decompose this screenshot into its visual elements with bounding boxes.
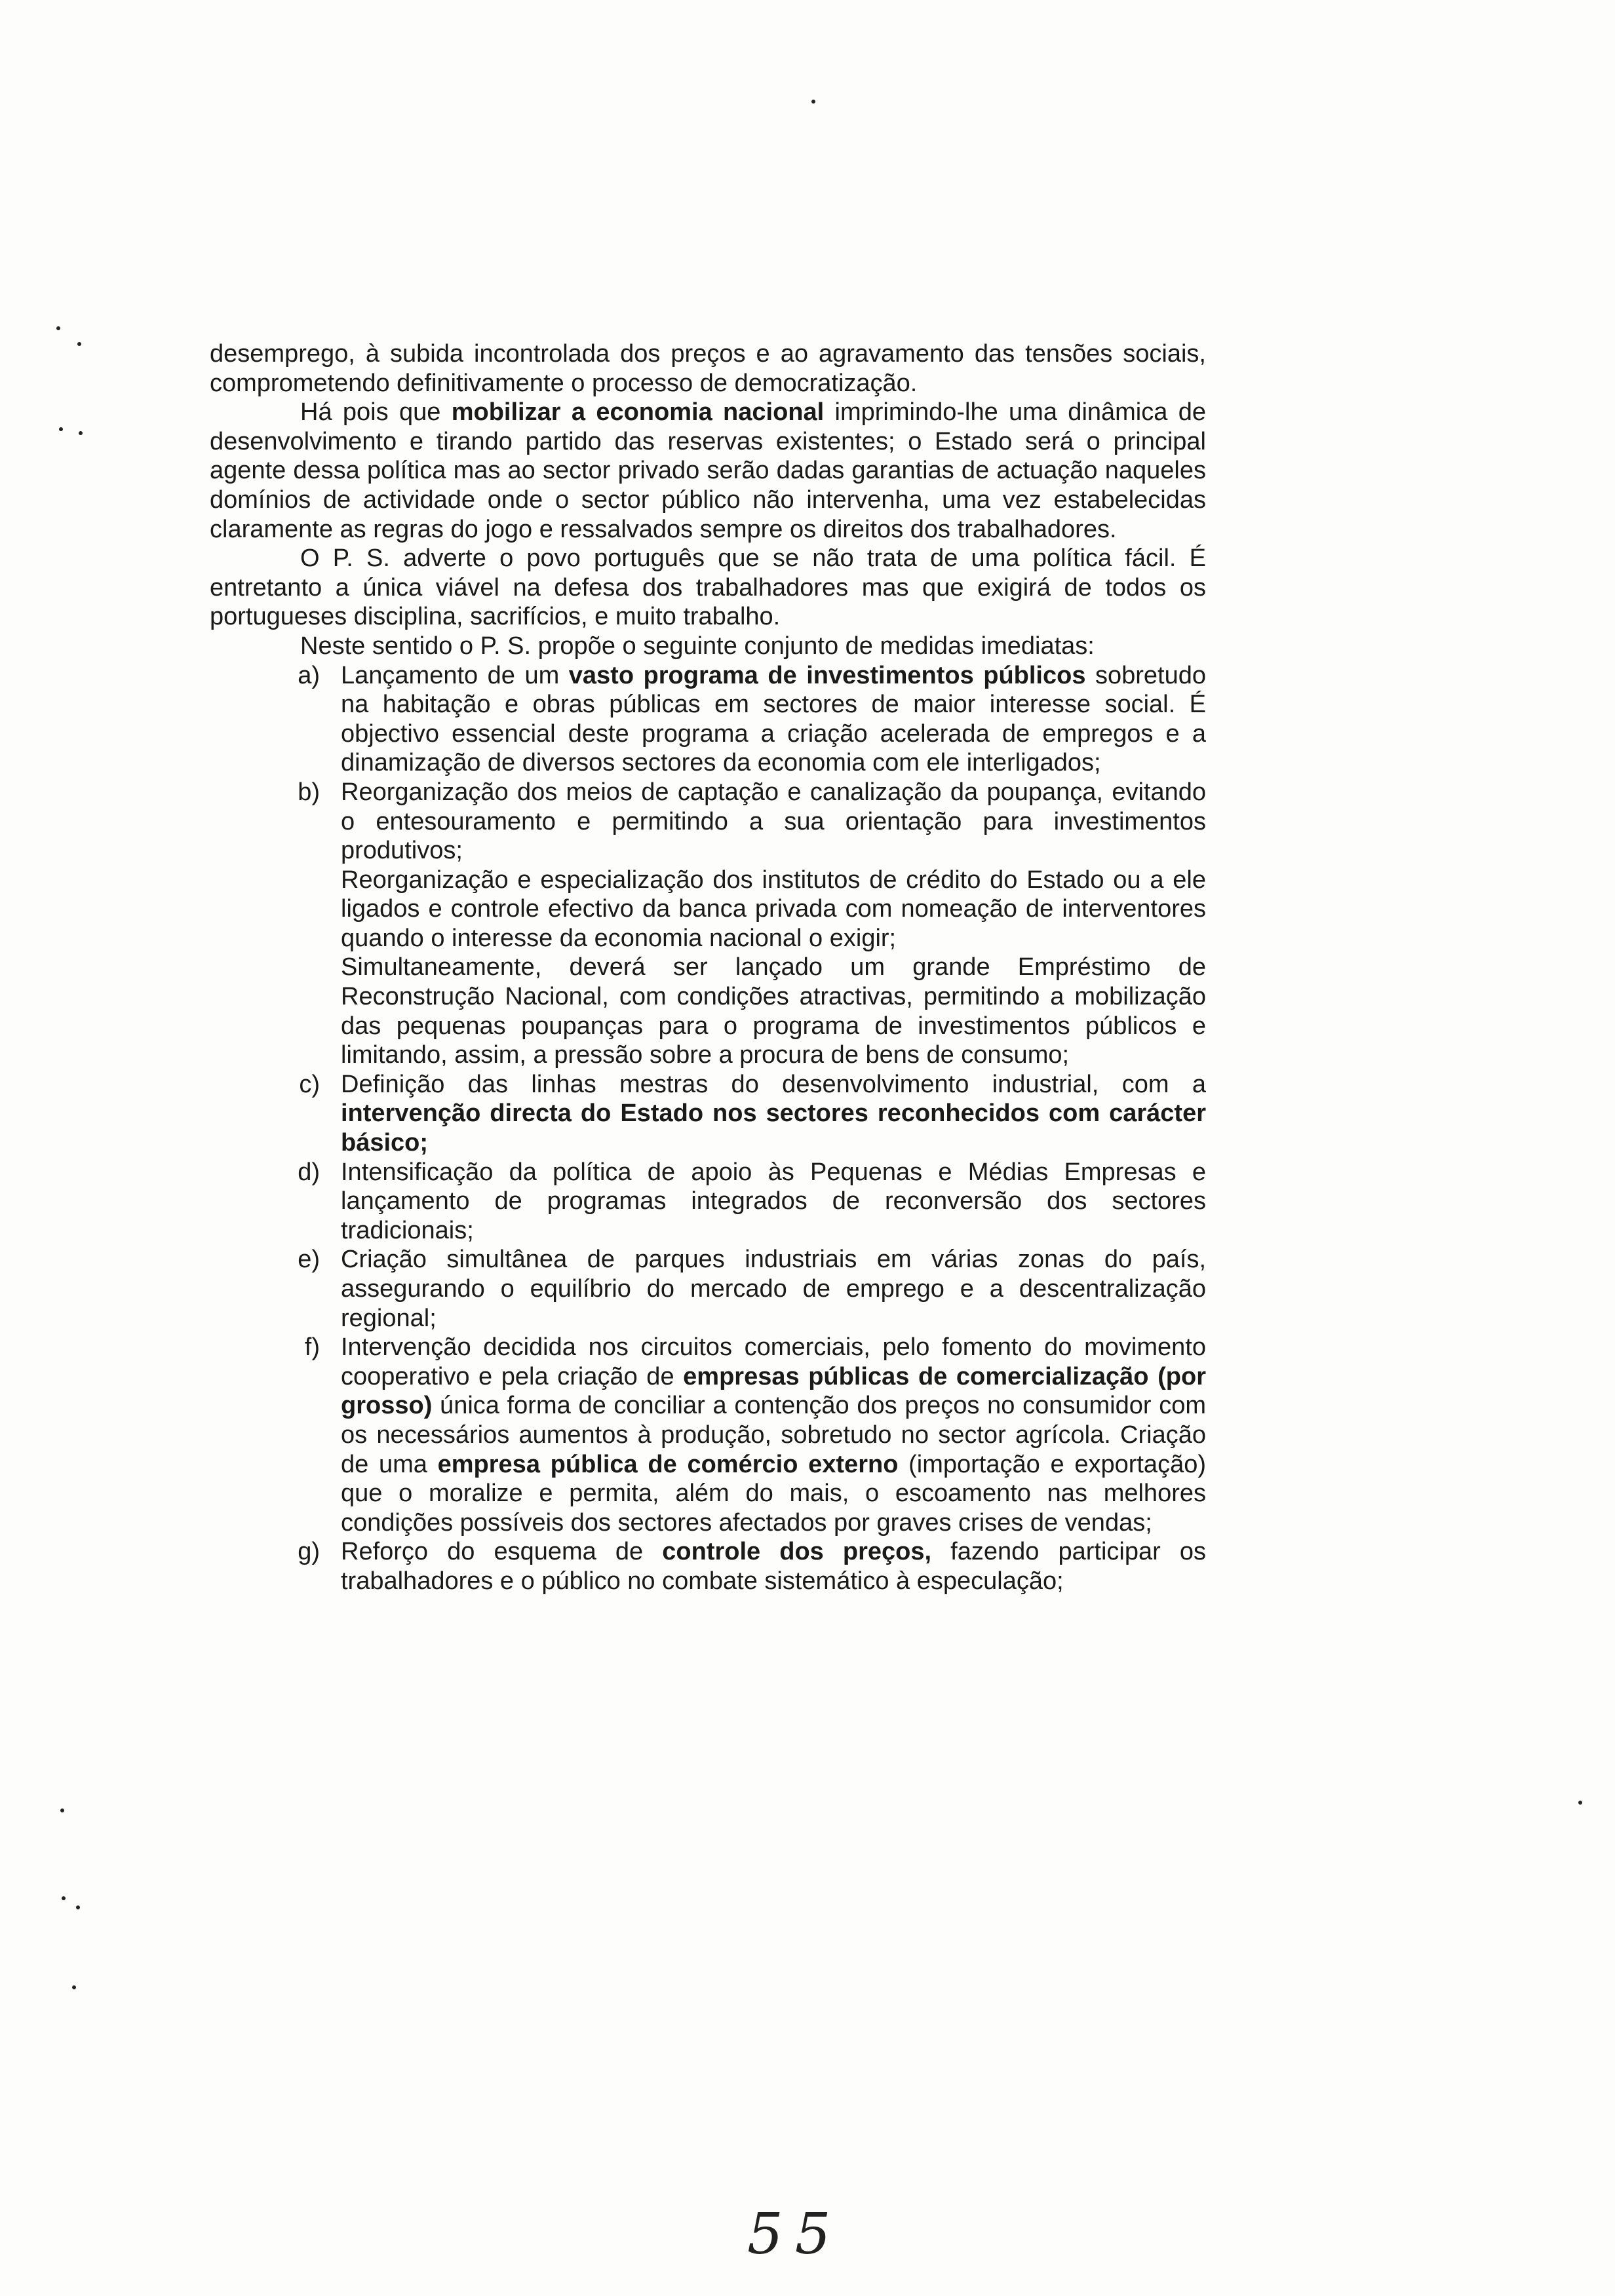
paragraph-text: Há pois que xyxy=(300,398,452,427)
item-letter: e) xyxy=(298,1246,320,1274)
paragraph-intro: desemprego, à subida incontrolada dos preços e ao agravamento das tensões sociais, comprometendo definitivamente o processo de democratização. xyxy=(210,340,1206,397)
item-text xyxy=(341,661,1206,778)
item-letter: a) xyxy=(298,661,320,689)
item-text: Criação simultânea de parques industriais em várias zonas do país, assegurando o equilíbrio do mercado de emprego e a descentralização regional; xyxy=(341,1246,1206,1332)
item-text-part: sobretudo na habitação e obras públicas em sectores de maior interesse social. É objectivo essencial deste programa a criação acelerada de empregos e a dinamização de diversos sectores da economia com ele interligados; xyxy=(341,661,1206,777)
item-text xyxy=(341,1537,1206,1596)
scan-speck xyxy=(1578,1801,1582,1805)
item-text-part: Reforço do esquema de xyxy=(341,1538,663,1566)
list-item-g xyxy=(210,1537,1206,1596)
paragraph-mobilize xyxy=(210,398,1206,544)
bold-phrase: mobilizar a economia nacional xyxy=(451,398,825,427)
item-letter: f) xyxy=(304,1333,320,1362)
list-item-f xyxy=(210,1333,1206,1537)
body-text xyxy=(210,339,1206,1596)
paragraph-warning: O P. S. adverte o povo português que se não trata de uma política fácil. É entretanto a única viável na defesa dos trabalhadores mas que exigirá de todos os portugueses disciplina, sacrifícios, e muito trabalho. xyxy=(210,545,1206,631)
item-text-part: fazendo participar os trabalhadores e o público no combate sistemático à especulação; xyxy=(341,1538,1206,1595)
scan-speck xyxy=(72,1985,76,1989)
bold-phrase: empresas públicas de comercialização (por grosso) xyxy=(341,1362,1206,1420)
scan-speck xyxy=(56,326,60,330)
item-letter: c) xyxy=(299,1070,320,1098)
handwritten-page-number: 55 xyxy=(747,2202,843,2267)
scan-speck xyxy=(811,100,815,104)
item-text-part: (importação e exportação) que o moralize e permita, além do mais, o escoamento nas melhores condições possíveis dos sectores afectados por graves crises de vendas; xyxy=(341,1450,1206,1537)
item-body xyxy=(341,1158,1206,1246)
item-body xyxy=(341,1245,1206,1333)
list-item-b xyxy=(210,778,1206,1070)
item-letter: d) xyxy=(298,1158,320,1186)
item-letter: b) xyxy=(298,778,320,806)
item-text: Reorganização dos meios de captação e canalização da poupança, evitando o entesouramento e permitindo a sua orientação para investimentos produtivos; xyxy=(341,778,1206,865)
item-text: Reorganização e especialização dos institutos de crédito do Estado ou a ele ligados e controle efectivo da banca privada com nomeação de interventores quando o interesse da economia nacional o exigir; xyxy=(341,866,1206,952)
list-item-c xyxy=(210,1070,1206,1158)
bold-phrase: vasto programa de investimentos públicos xyxy=(568,661,1086,689)
scan-speck xyxy=(77,342,81,346)
paragraph-text: imprimindo-lhe uma dinâmica de desenvolvimento e tirando partido das reservas existentes; o Estado será o principal agente dessa política mas ao sector privado serão dadas garantias de actuação naqueles domínios de actividade onde o sector público não intervenha, uma vez estabelecidas claramente as regras do jogo e ressalvados sempre os direitos dos trabalhadores. xyxy=(210,398,1206,543)
item-text-part: Intervenção decidida nos circuitos comerciais, pelo fomento do movimento cooperativo e pela criação de xyxy=(341,1333,1206,1390)
item-text xyxy=(341,1070,1206,1158)
item-body xyxy=(341,1070,1206,1158)
scan-speck xyxy=(59,427,63,431)
scan-speck xyxy=(62,1896,66,1900)
scan-speck xyxy=(60,1808,64,1812)
measures-list xyxy=(210,661,1206,1596)
item-text: Intensificação da política de apoio às Pequenas e Médias Empresas e lançamento de programas integrados de reconversão dos sectores tradicionais; xyxy=(341,1158,1206,1244)
item-body xyxy=(341,661,1206,778)
bold-phrase: controle dos preços, xyxy=(662,1538,932,1566)
item-body xyxy=(341,778,1206,1070)
list-item-a xyxy=(210,661,1206,778)
item-body xyxy=(341,1333,1206,1537)
item-text-part: única forma de conciliar a contenção dos preços no consumidor com os necessários aumentos à produção, sobretudo no sector agrícola. Criação de uma xyxy=(341,1392,1206,1478)
bold-phrase: empresa pública de comércio externo xyxy=(437,1450,899,1478)
item-text-part: Definição das linhas mestras do desenvolvimento industrial, com a xyxy=(341,1070,1206,1098)
paragraph-measures-intro: Neste sentido o P. S. propõe o seguinte conjunto de medidas imediatas: xyxy=(300,632,1095,660)
scan-speck xyxy=(79,431,83,435)
item-text xyxy=(341,1333,1206,1537)
item-text: Simultaneamente, deverá ser lançado um grande Empréstimo de Reconstrução Nacional, com condições atractivas, permitindo a mobilização das pequenas poupanças para o programa de investimentos públicos e limitando, assim, a pressão sobre a procura de bens de consumo; xyxy=(341,953,1206,1069)
bold-phrase: intervenção directa do Estado nos sectores reconhecidos com carácter básico; xyxy=(341,1100,1206,1157)
list-item-e xyxy=(210,1245,1206,1333)
item-body xyxy=(341,1537,1206,1596)
list-item-d xyxy=(210,1158,1206,1246)
item-letter: g) xyxy=(298,1538,320,1566)
item-text-part: Lançamento de um xyxy=(341,661,569,689)
scan-speck xyxy=(76,1905,80,1909)
